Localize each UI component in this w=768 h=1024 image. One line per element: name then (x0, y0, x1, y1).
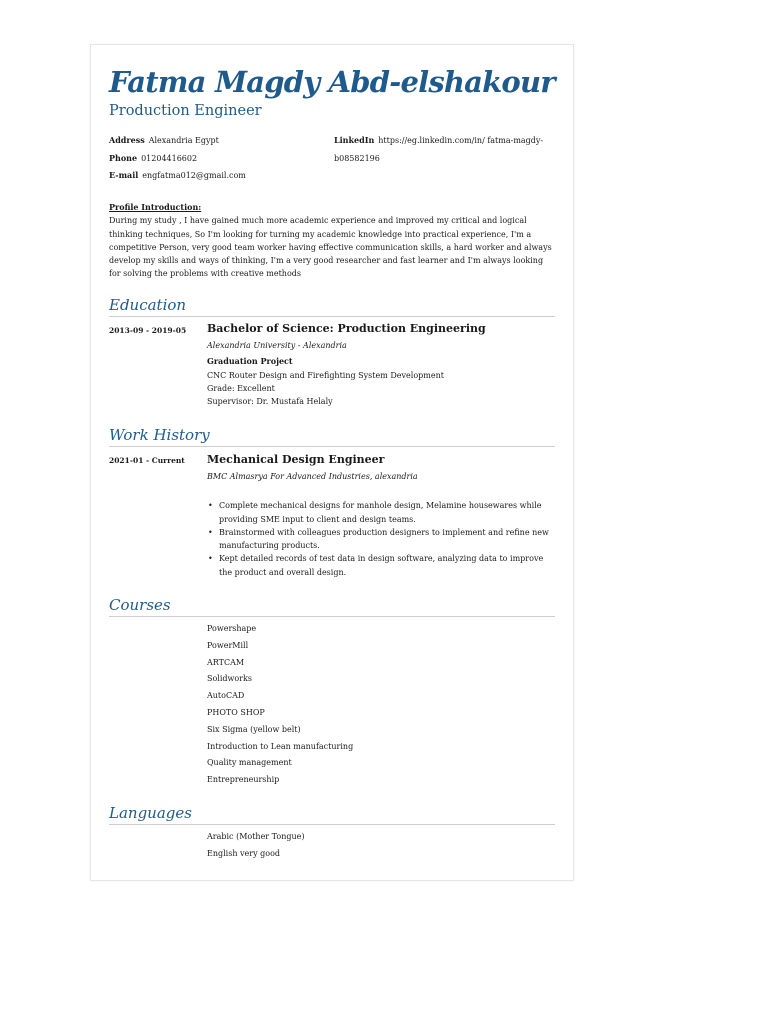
education-entry (207, 321, 557, 408)
list-item: PHOTO SHOP (207, 707, 265, 717)
profile-section (109, 201, 557, 281)
courses-list (207, 621, 353, 789)
work-bullets (207, 499, 557, 579)
phone-row (109, 150, 246, 168)
list-item: Solidworks (207, 674, 252, 684)
work-position: Mechanical Design Engineer (207, 453, 385, 466)
list-item: • Complete mechanical designs for manhole design, Melamine housewares while providing SME input to client and design teams. (219, 499, 557, 526)
education-grade: Grade: Excellent (207, 383, 275, 393)
list-item: Six Sigma (yellow belt) (207, 724, 301, 734)
list-item: • Kept detailed records of test data in design software, analyzing data to improve the product and overall design. (219, 552, 557, 579)
email-label: E-mail (109, 170, 139, 180)
work-company: BMC Almasrya For Advanced Industries, alexandria (207, 472, 418, 481)
contact-left (109, 132, 246, 185)
courses-heading: Courses (109, 595, 555, 617)
list-item: Entrepreneurship (207, 775, 280, 785)
education-heading: Education (109, 295, 555, 317)
list-item: AutoCAD (207, 691, 245, 701)
address-label: Address (109, 135, 145, 145)
project-name: CNC Router Design and Firefighting System Development (207, 370, 444, 380)
list-item: PowerMill (207, 640, 249, 650)
email-row (109, 167, 246, 185)
project-label: Graduation Project (207, 356, 293, 367)
education-supervisor: Supervisor: Dr. Mustafa Helaly (207, 397, 333, 407)
candidate-name: Fatma Magdy Abd-elshakour (109, 65, 555, 99)
languages-heading: Languages (109, 803, 555, 825)
work-history-heading: Work History (109, 425, 555, 447)
list-item: Powershape (207, 624, 257, 633)
list-item: Arabic (Mother Tongue) (207, 832, 305, 841)
phone-value: 01204416602 (141, 153, 198, 163)
profile-text: During my study , I have gained much more academic experience and improved my critical and logical thinking techniques, So I'm looking for turning my academic knowledge into practical experience, I'm a competitive Person, very good team worker having effective communication skills, a hard worker and always develop my skills and ways of thinking, I'm a very good researcher and fast learner and I'm always looking for solving the problems with creative methods (109, 216, 552, 279)
languages-list (207, 829, 304, 863)
contact-right (334, 132, 556, 167)
list-item: Introduction to Lean manufacturing (207, 741, 354, 751)
education-degree: Bachelor of Science: Production Engineering (207, 322, 486, 335)
list-item: • Brainstormed with colleagues production designers to implement and refine new manufacturing products. (219, 526, 557, 553)
profile-title: Profile Introduction: (109, 202, 202, 212)
list-item: ARTCAM (207, 657, 245, 667)
phone-label: Phone (109, 152, 138, 163)
linkedin-label: LinkedIn (334, 135, 375, 145)
linkedin-link[interactable]: https://eg.linkedin.com/in/ fatma-magdy-b08582196 (334, 136, 544, 163)
address-value: Alexandria Egypt (148, 136, 219, 145)
email-value[interactable]: engfatma012@gmail.com (142, 171, 246, 180)
address-row (109, 132, 246, 150)
list-item: English very good (207, 848, 281, 858)
education-school: Alexandria University - Alexandria (207, 341, 347, 350)
candidate-role: Production Engineer (109, 103, 262, 119)
list-item: Quality management (207, 758, 292, 768)
work-date: 2021-01 - Current (109, 456, 185, 465)
education-date: 2013-09 - 2019-05 (109, 326, 187, 335)
work-entry (207, 452, 557, 579)
